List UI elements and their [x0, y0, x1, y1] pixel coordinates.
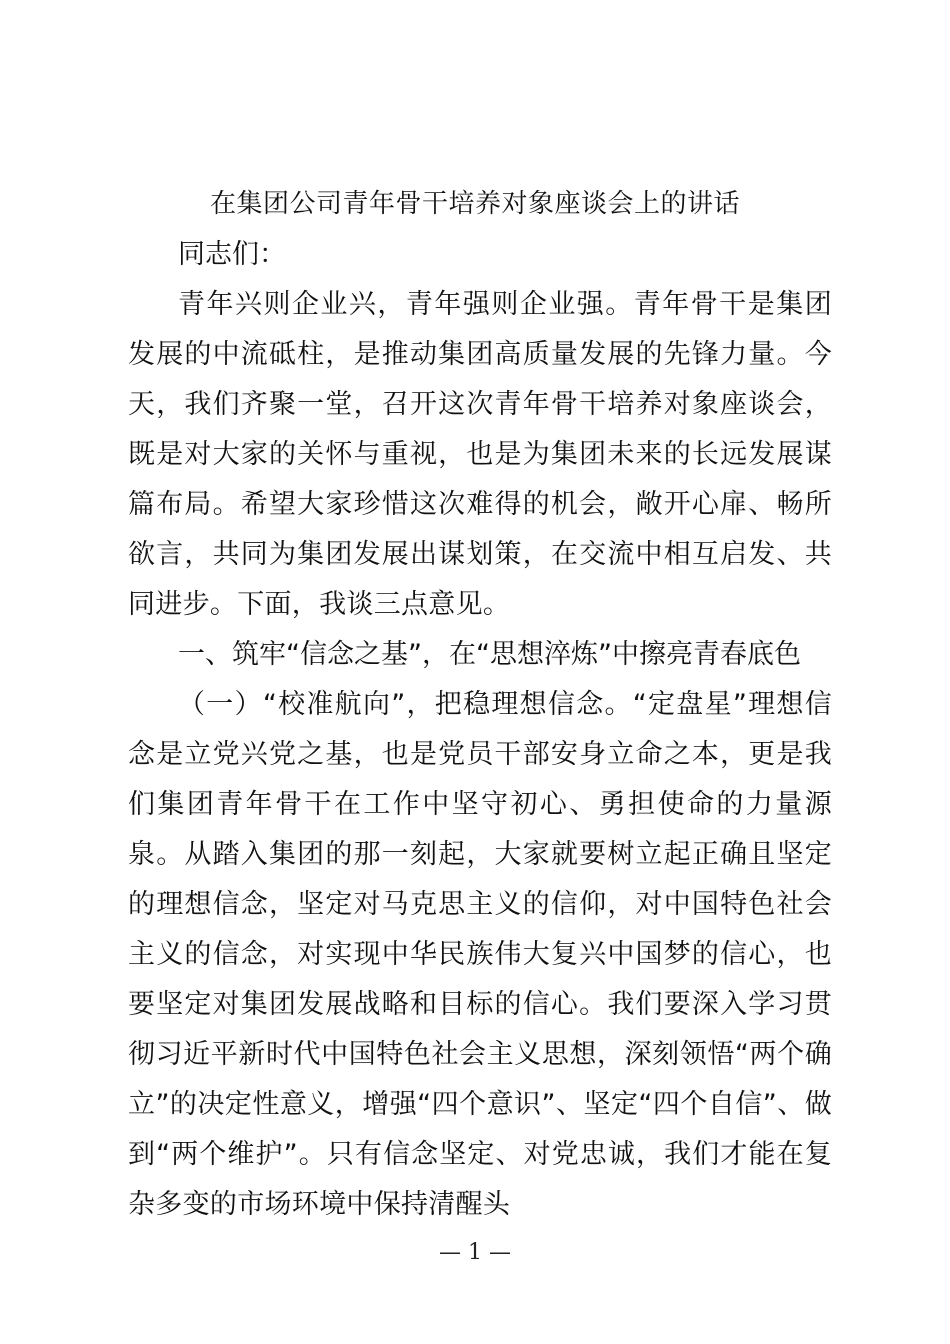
page-number: — 1 — [439, 1240, 511, 1265]
section-1-heading: 一、筑牢“信念之基”，在“思想淬炼”中擦亮青春底色 [178, 639, 801, 670]
salutation: 同志们： [178, 239, 286, 270]
document-body [128, 230, 832, 1230]
section-1-paragraph: （一）“校准航向”，把稳理想信念。“定盘星”理想信念是立党兴党之基，也是党员干部安身立命之本，更是我们集团青年骨干在工作中坚守初心、勇担使命的力量源泉。从踏入集团的那一刻起，大家就要树立起正确且坚定的理想信念，坚定对马克思主义的信仰，对中国特色社会主义的信念，对实现中华民族伟大复兴中国梦的信心，也要坚定对集团发展战略和目标的信心。我们要深入学习贯彻习近平新时代中国特色社会主义思想，深刻领悟“两个确立”的决定性意义，增强“四个意识”、坚定“四个自信”、做到“两个维护”。只有信念坚定、对党忠诚，我们才能在复杂多变的市场环境中保持清醒头 [128, 689, 832, 1220]
intro-paragraph: 青年兴则企业兴，青年强则企业强。青年骨干是集团发展的中流砥柱，是推动集团高质量发展的先锋力量。今天，我们齐聚一堂，召开这次青年骨干培养对象座谈会，既是对大家的关怀与重视，也是为集团未来的长远发展谋篇布局。希望大家珍惜这次难得的机会，敞开心扉、畅所欲言，共同为集团发展出谋划策，在交流中相互启发、共同进步。下面，我谈三点意见。 [128, 289, 832, 620]
document-title: 在集团公司青年骨干培养对象座谈会上的讲话 [209, 189, 740, 219]
